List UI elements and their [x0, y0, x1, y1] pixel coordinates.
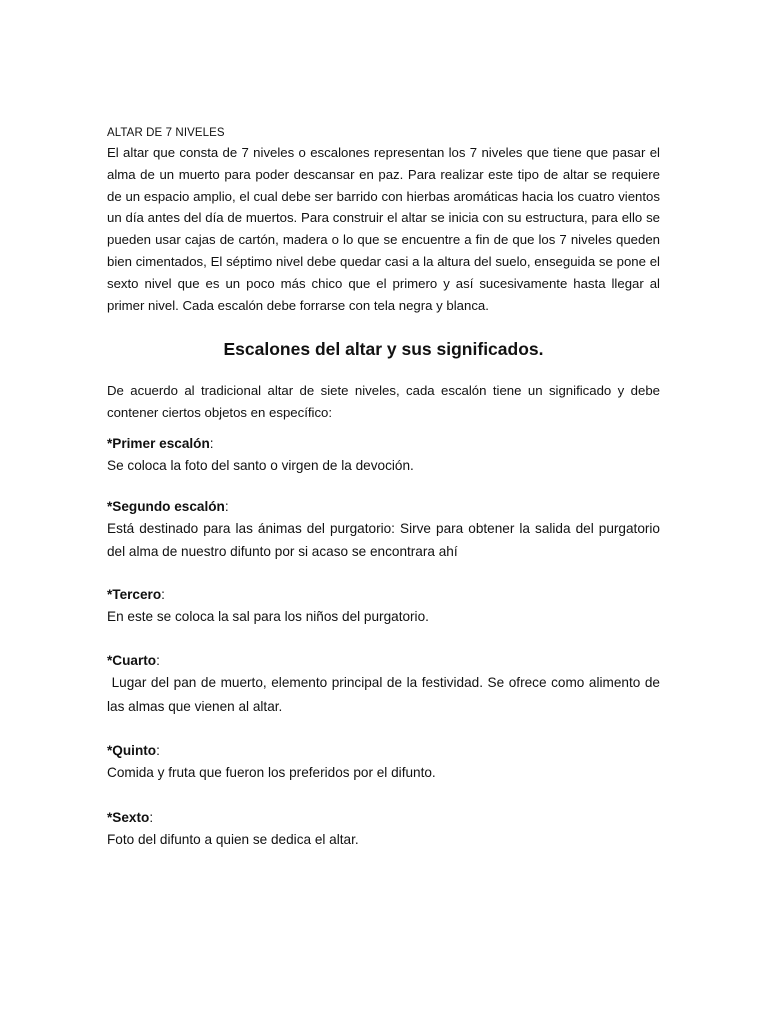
- step-title-suffix: :: [156, 743, 160, 759]
- step-title-suffix: :: [149, 809, 154, 825]
- document-content: [107, 126, 664, 851]
- step-tercero: [107, 584, 660, 629]
- section-heading: Escalones del altar y sus significados.: [223, 339, 544, 360]
- step-cuarto: [107, 650, 664, 718]
- step-text: Comida y fruta que fueron los preferidos por el difunto.: [107, 765, 436, 781]
- step-text: En este se coloca la sal para los niños del purgatorio.: [107, 608, 429, 624]
- step-text: Foto del difunto a quien se dedica el altar.: [107, 831, 359, 847]
- step-title-label: *Primer escalón: [107, 436, 210, 452]
- step-text: Lugar del pan de muerto, elemento principal de la festividad. Se ofrece como alimento de las almas que vienen al altar.: [107, 675, 664, 714]
- step-quinto: [107, 740, 660, 785]
- intro-paragraph: El altar que consta de 7 niveles o escalones representan los 7 niveles que tiene que pasar el alma de un muerto para poder descansar en paz. Para realizar este tipo de altar se requiere de un espacio amplio, el cual debe ser barrido con hierbas aromáticas hacia los cuatro vientos un día antes del día de muertos. Para construir el altar se inicia con su estructura, para ello se pueden usar cajas de cartón, madera o lo que se encuentre a fin de que los 7 niveles queden bien cimentados, El séptimo nivel debe quedar casi a la altura del suelo, enseguida se pone el sexto nivel que es un poco más chico que el primero y así sucesivamente hasta llegar al primer nivel. Cada escalón debe forrarse con tela negra y blanca.: [107, 145, 660, 313]
- step-title: [107, 584, 660, 605]
- step-title: [107, 496, 660, 517]
- step-title-suffix: :: [156, 653, 160, 669]
- step-title-suffix: :: [224, 498, 229, 514]
- step-title-label: *Tercero: [107, 586, 162, 602]
- step-segundo: [107, 496, 660, 564]
- step-title: [107, 807, 660, 828]
- step-text: Se coloca la foto del santo o virgen de la devoción.: [107, 458, 414, 474]
- step-title: [107, 650, 660, 671]
- step-title-label: *Quinto: [107, 743, 157, 759]
- step-title-label: *Segundo escalón: [107, 498, 225, 514]
- step-title-label: *Sexto: [107, 809, 150, 825]
- step-primer: [107, 433, 660, 478]
- lead-paragraph: De acuerdo al tradicional altar de siete niveles, cada escalón tiene un significado y debe contener ciertos objetos en específico:: [107, 383, 660, 420]
- step-text: Está destinado para las ánimas del purgatorio: Sirve para obtener la salida del purgatorio del alma de nuestro difunto por si acaso se encontrara ahí: [107, 520, 660, 560]
- step-title-suffix: :: [161, 586, 165, 602]
- document-small-title: ALTAR DE 7 NIVELES: [107, 127, 225, 139]
- step-title: [107, 740, 660, 761]
- step-sexto: [107, 807, 660, 852]
- step-title-label: *Cuarto: [107, 653, 157, 669]
- step-title: [107, 433, 660, 454]
- step-title-suffix: :: [209, 436, 214, 452]
